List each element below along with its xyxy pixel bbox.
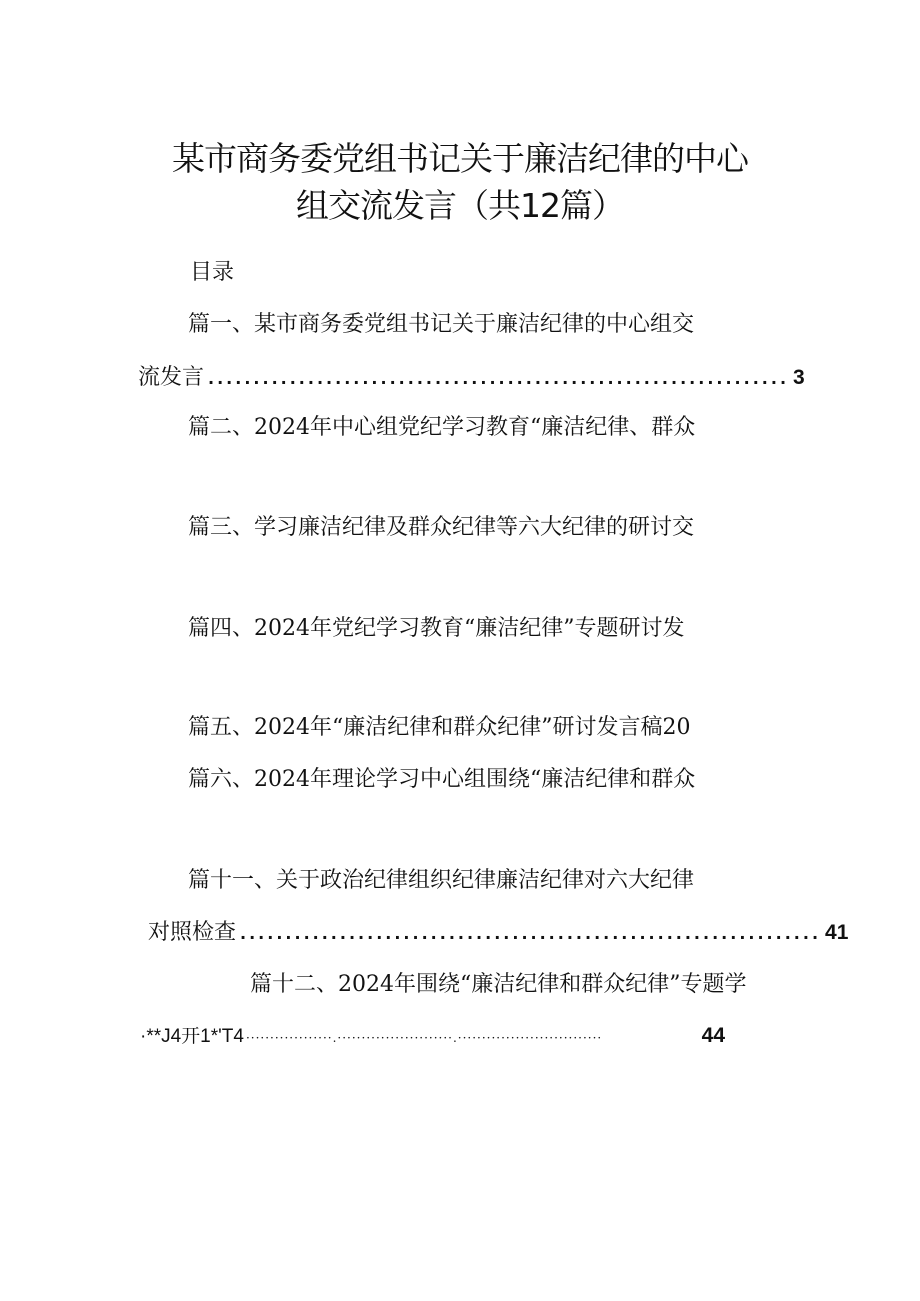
toc-item-2-title[interactable]: 篇二、2024年中心组党纪学习教育“廉洁纪律、群众 (188, 415, 696, 440)
document-title-line-1: 某市商务委党组书记关于廉洁纪律的中心 (172, 139, 748, 178)
toc-item-11-title-continued: 对照检查 (148, 920, 237, 945)
toc-heading: 目录 (190, 260, 235, 285)
document-title-line-2: 组交流发言（共12篇） (296, 186, 624, 225)
toc-item-1-entry[interactable] (138, 363, 805, 394)
toc-item-1-page-number: 3 (793, 366, 805, 389)
toc-item-1-title[interactable]: 篇一、某市商务委党组书记关于廉洁纪律的中心组交 (188, 312, 695, 337)
toc-item-11-page-number: 41 (825, 921, 849, 944)
toc-item-12-title[interactable]: 篇十二、2024年围绕“廉洁纪律和群众纪律”专题学 (250, 972, 747, 997)
toc-item-1-title-continued: 流发言 (138, 365, 205, 390)
toc-item-11-leader-dots: ................................................................ (240, 924, 822, 943)
toc-item-11-entry[interactable] (148, 918, 849, 949)
toc-item-12-page-number: 44 (701, 1024, 725, 1047)
toc-item-12-entry[interactable] (140, 1021, 725, 1053)
toc-item-11-title[interactable]: 篇十一、关于政治纪律组织纪律廉洁纪律对六大纪律 (188, 868, 695, 893)
toc-item-5-title[interactable]: 篇五、2024年“廉洁纪律和群众纪律”研讨发言稿20 (188, 715, 691, 740)
toc-item-12-title-continued: ·**J4开1*'T4 (140, 1026, 244, 1047)
toc-item-6-title[interactable]: 篇六、2024年理论学习中心组围绕“廉洁纪律和群众 (188, 767, 696, 792)
toc-item-4-title[interactable]: 篇四、2024年党纪学习教育“廉洁纪律”专题研讨发 (188, 616, 685, 641)
toc-item-12-leader-dots: ··················.························.······························ (245, 1031, 603, 1045)
toc-item-3-title[interactable]: 篇三、学习廉洁纪律及群众纪律等六大纪律的研讨交 (188, 515, 695, 540)
toc-item-1-leader-dots: ................................................................ (208, 369, 790, 388)
